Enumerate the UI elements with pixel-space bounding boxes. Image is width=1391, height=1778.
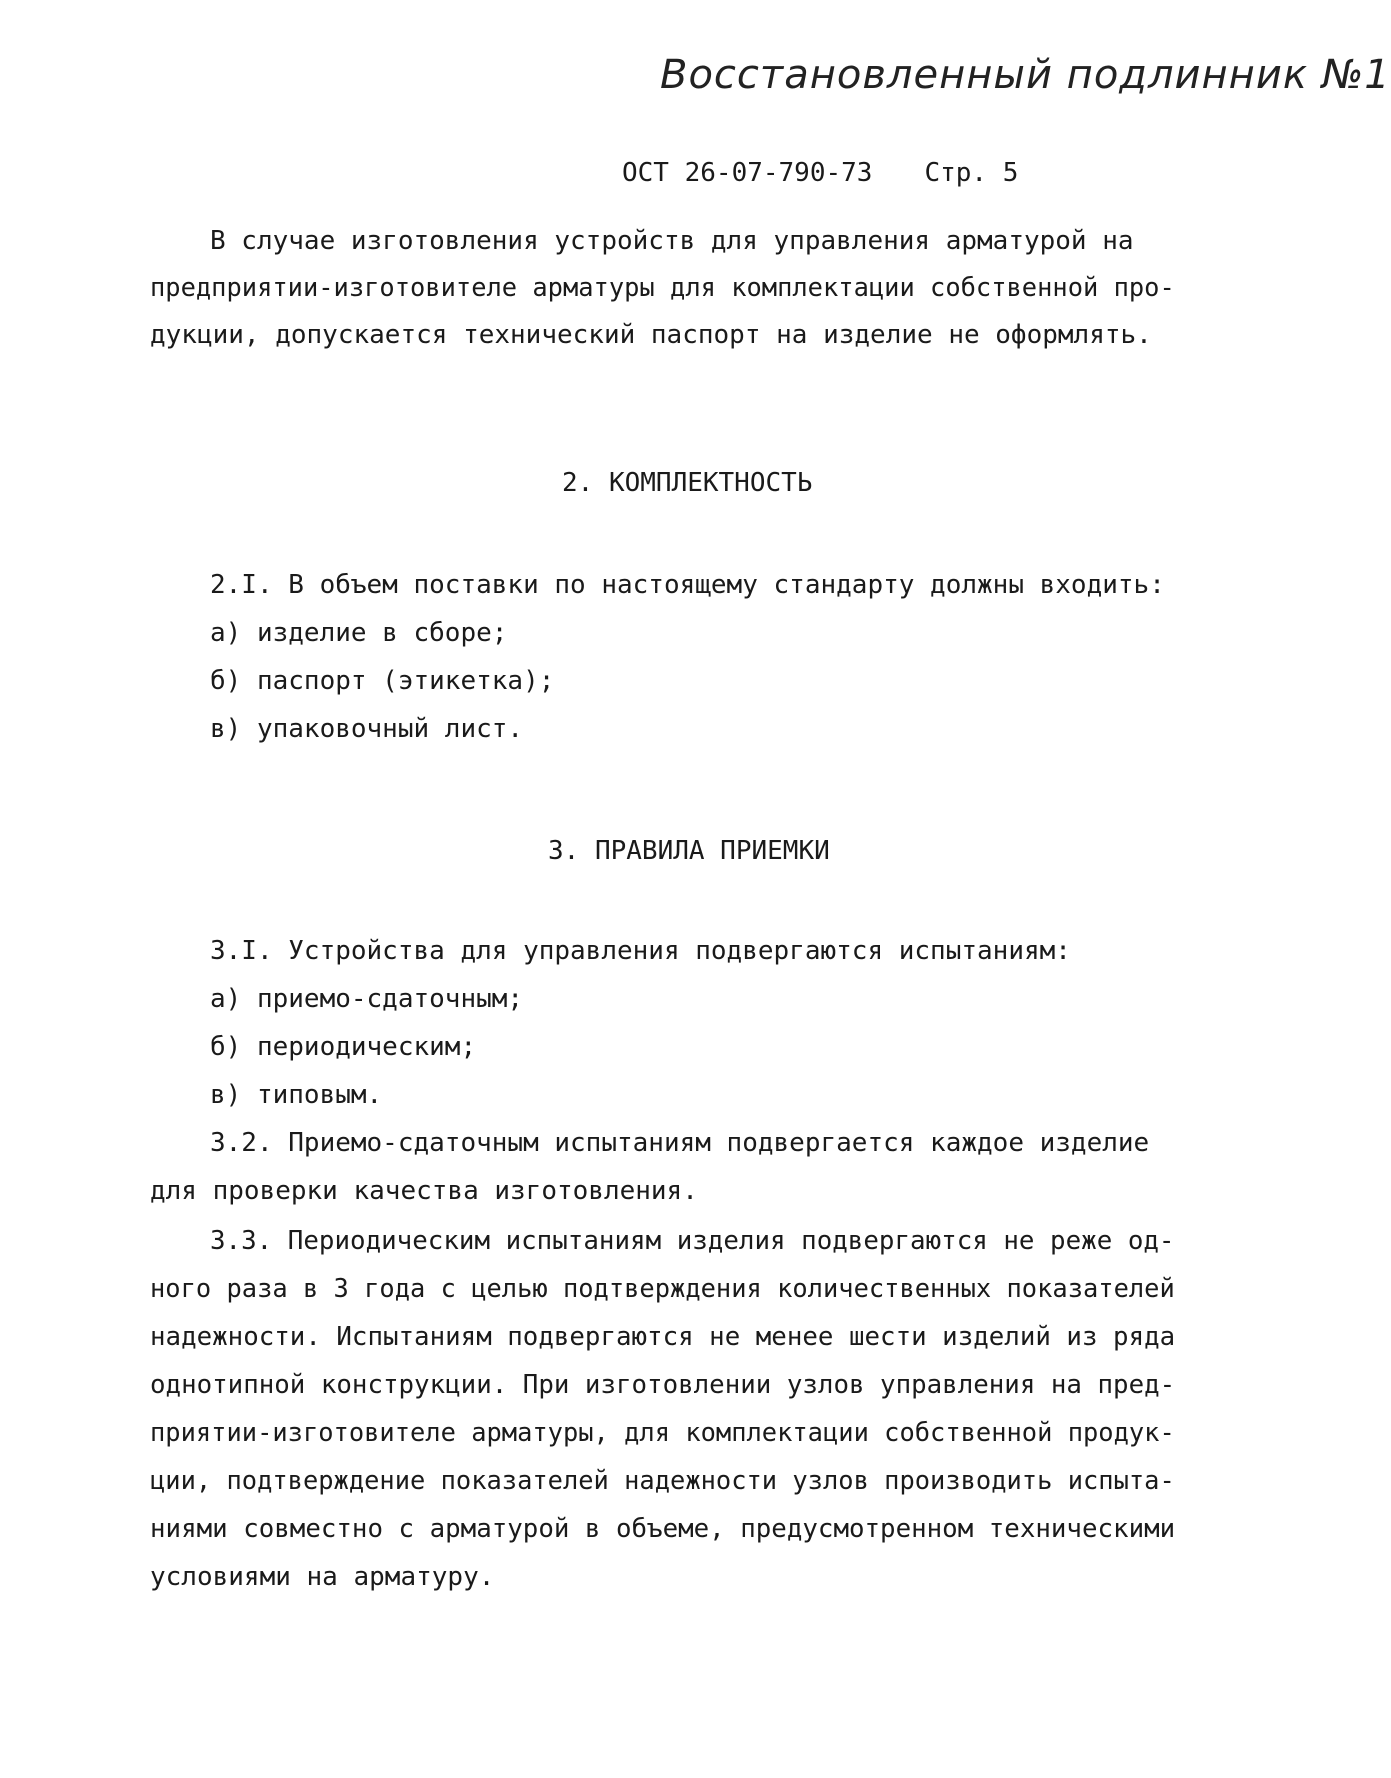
paragraph-3-3-line: однотипной конструкции. При изготовлении узлов управления на пред-	[150, 1370, 1176, 1400]
section-2-line: 2.I. В объем поставки по настоящему стандарту должны входить:	[210, 570, 1165, 600]
document-code: ОСТ 26-07-790-73	[622, 158, 873, 188]
paragraph-3-3-line: приятии-изготовителе арматуры, для комплектации собственной продук-	[150, 1418, 1175, 1448]
paragraph-3-3-line: 3.3. Периодическим испытаниям изделия подвергаются не реже од-	[210, 1226, 1175, 1256]
page-header	[622, 158, 1018, 188]
paragraph-3-3-line: условиями на арматуру.	[150, 1562, 495, 1592]
intro-line: В случае изготовления устройств для управления арматурой на	[210, 226, 1134, 256]
paragraph-3-3-line: ции, подтверждение показателей надежности узлов производить испыта-	[150, 1466, 1175, 1496]
restored-original-stamp: Восстановленный подлинник №1	[660, 52, 1391, 98]
paragraph-3-3-line: ного раза в 3 года с целью подтверждения количественных показателей	[150, 1274, 1175, 1304]
section-3-line: 3.I. Устройства для управления подвергаются испытаниям:	[210, 936, 1071, 966]
paragraph-3-2-line: для проверки качества изготовления.	[150, 1176, 698, 1206]
page-number: Стр. 5	[924, 158, 1019, 188]
list-item: б) периодическим;	[210, 1032, 477, 1062]
list-item: а) приемо-сдаточным;	[210, 984, 524, 1014]
list-item: б) паспорт (этикетка);	[210, 666, 555, 696]
section-3-title: 3. ПРАВИЛА ПРИЕМКИ	[548, 836, 830, 866]
paragraph-3-2-line: 3.2. Приемо-сдаточным испытаниям подвергается каждое изделие	[210, 1128, 1150, 1158]
list-item: в) упаковочный лист.	[210, 714, 524, 744]
section-2-title: 2. КОМПЛЕКТНОСТЬ	[562, 468, 813, 498]
intro-line: дукции, допускается технический паспорт на изделие не оформлять.	[150, 320, 1152, 350]
intro-line: предприятии-изготовителе арматуры для комплектации собственной про-	[150, 273, 1175, 303]
list-item: а) изделие в сборе;	[210, 618, 508, 648]
paragraph-3-3-line: надежности. Испытаниям подвергаются не менее шести изделий из ряда	[150, 1322, 1176, 1352]
paragraph-3-3-line: ниями совместно с арматурой в объеме, предусмотренном техническими	[150, 1514, 1176, 1544]
list-item: в) типовым.	[210, 1080, 383, 1110]
